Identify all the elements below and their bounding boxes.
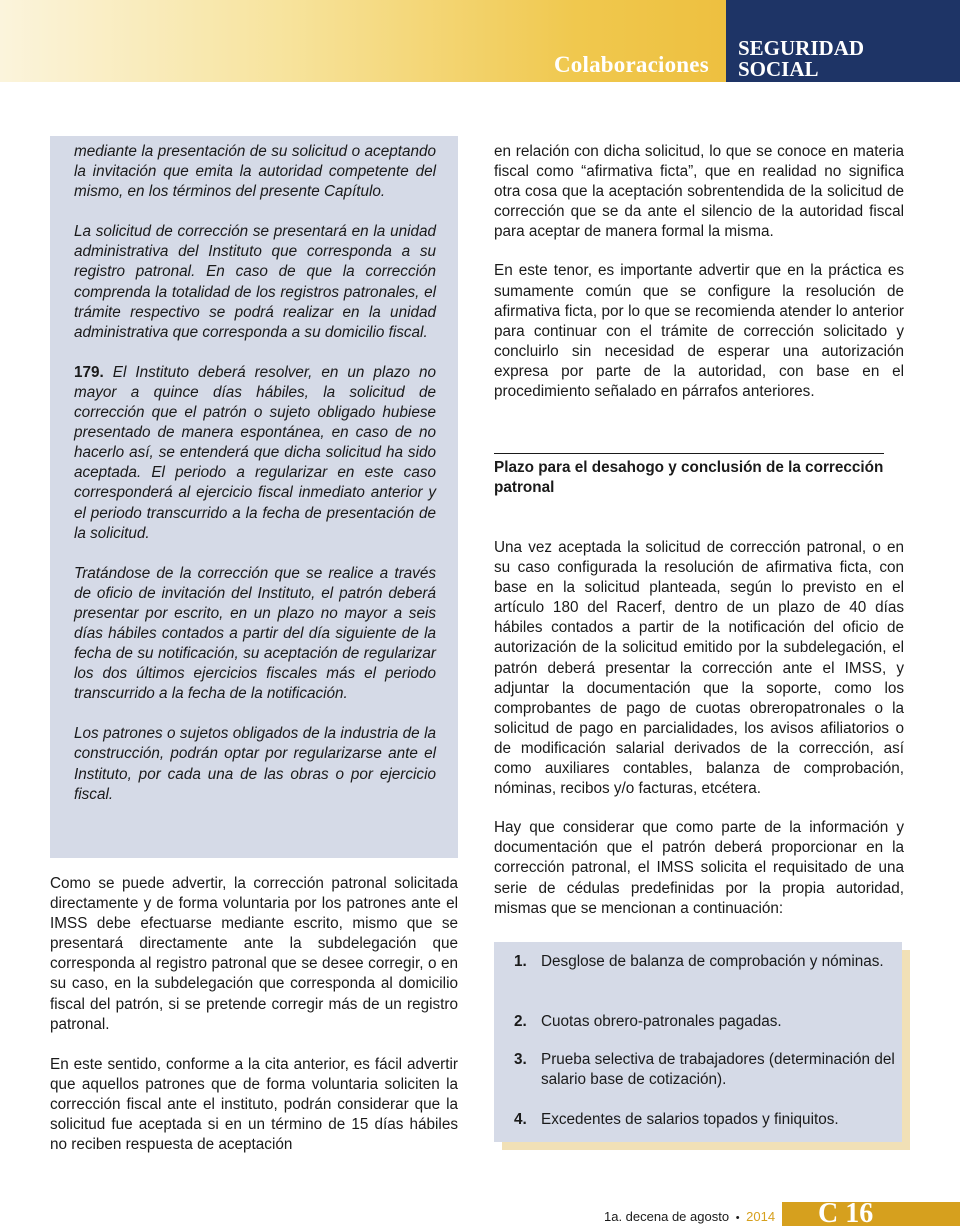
list-item-text: Prueba selectiva de trabajadores (determinación del salario base de cotización). [541,1051,895,1089]
bullet-separator: • [735,1212,740,1224]
brand-block [726,0,960,82]
body-paragraph: En este sentido, conforme a la cita anterior, es fácil advertir que aquellos patrones que de forma voluntaria soliciten la corrección fiscal ante el instituto, podrán considerar que la solicitud fue aceptada si en un término de 15 días hábiles no reciben respuesta de aceptación [50,1055,458,1154]
list-item-number: 3. [514,1051,527,1068]
brand-line-1: SEGURIDAD [738,36,865,60]
list-item-number: 1. [514,953,527,970]
article-text: El Instituto deberá resolver, en un plazo no mayor a quince días hábiles, la solicitud de corrección que el patrón o sujeto obligado hubiese presentado de manera espontánea, en caso de no hacerlo así, se entenderá que dicha solicitud ha sido aceptada. El periodo a regularizar en este caso corresponderá al ejercicio fiscal inmediato anterior y el periodo transcurrido a la fecha de presentación de la solicitud. [74,363,436,542]
list-item-text: Desglose de balanza de comprobación y nóminas. [541,953,884,970]
section-title: Colaboraciones [554,52,709,77]
right-body-top [494,142,904,421]
body-paragraph: Una vez aceptada la solicitud de corrección patronal, o en su caso configurada la resolución de afirmativa ficta, con base en la solicitud planteada, según lo previsto en el artículo 180 del Racerf, dentro de un plazo de 40 días hábiles contados a partir de la notificación del oficio de autorización de la solicitud emitido por la subdelegación, el patrón deberá presentar la corrección ante el IMSS, y adjuntar la documentación que la soporte, como los comprobantes de pago de cuotas obreropatronales o la solicitud de pago en parcialidades, los avisos afiliatorios o de modificación salarial derivados de la corrección, así como auxiliares contables, balanza de comprobación, nóminas, recibos y/o facturas, etcétera. [494,539,904,798]
list-item-number: 4. [514,1111,527,1128]
quote-paragraph: Tratándose de la corrección que se realice a través de oficio de invitación del Instituto, el patrón deberá presentar por escrito, en un plazo no mayor a seis días hábiles contados a partir del día siguiente de la fecha de su notificación, su aceptación de regularizar los dos últimos ejercicios fiscales más el periodo transcurrido a la fecha de la notificación. [74,564,436,703]
body-paragraph: en relación con dicha solicitud, lo que se conoce en materia fiscal como “afirmativa ficta”, que en realidad no significa otra cosa que la aceptación sobrentendida de la solicitud de corrección que se da ante el silencio de la autoridad fiscal para aceptar de manera formal la misma. [494,143,904,241]
list-item-number: 2. [514,1013,527,1030]
section-heading: Plazo para el desahogo y conclusión de la corrección patronal [494,459,884,497]
list-item [514,1012,901,1032]
page-header [0,0,960,82]
body-paragraph: En este tenor, es importante advertir que en la práctica es sumamente común que se configure la resolución de afirmativa ficta, por lo que se recomienda atender lo anterior para continuar con el trámite de corrección solicitado y concluirlo sin necesidad de esperar una autorización expresa por parte de la autoridad, con base en el procedimiento señalado en párrafos anteriores. [494,262,904,401]
footer-issue [604,1209,775,1224]
list-item [514,952,901,972]
list-item-text: Excedentes de salarios topados y finiquitos. [541,1111,839,1128]
section-divider [494,453,884,454]
quote-paragraph [74,363,436,544]
page-number: C 16 [818,1198,874,1229]
list-item [514,1110,901,1130]
quote-paragraph: mediante la presentación de su solicitud o aceptando la invitación que emita la autoridad competente del mismo, en los términos del presente Capítulo. [74,143,436,201]
quote-text [74,142,436,825]
quote-paragraph: Los patrones o sujetos obligados de la industria de la construcción, podrán optar por regularizarse ante el Instituto, por cada una de las obras o por ejercicio fiscal. [74,725,436,803]
issue-label: 1a. decena de agosto [604,1209,730,1224]
body-paragraph: Hay que considerar que como parte de la información y documentación que el patrón deberá proporcionar en la corrección patronal, el IMSS solicita el requisitado de una serie de cédulas predefinidas por la propia autoridad, mismas que se mencionan a continuación: [494,819,904,917]
body-paragraph: Como se puede advertir, la corrección patronal solicitada directamente y de forma voluntaria por los patrones ante el IMSS debe efectuarse mediante escrito, mismo que se presentará directamente ante la subdelegación que corresponda al registro patronal que se desee corregir, o en su caso, en la subdelegación que corresponda al domicilio fiscal del patrón, si se pretende corregir más de un registro patronal. [50,875,458,1033]
brand-line-2: SOCIAL [738,57,819,81]
list-box [494,942,902,1142]
quote-paragraph: La solicitud de corrección se presentará en la unidad administrativa del Instituto que corresponda a su registro patronal. En caso de que la corrección comprenda la totalidad de los registros patronales, el trámite respectivo se podrá realizar en la unidad administrativa que corresponda a su domicilio fiscal. [74,223,436,341]
list-item-text: Cuotas obrero-patronales pagadas. [541,1013,782,1030]
list-item [514,1050,901,1090]
right-body-bottom [494,538,904,938]
left-body [50,874,458,1175]
issue-year: 2014 [746,1209,776,1224]
article-number: 179. [74,363,104,381]
page-footer [596,1198,960,1229]
